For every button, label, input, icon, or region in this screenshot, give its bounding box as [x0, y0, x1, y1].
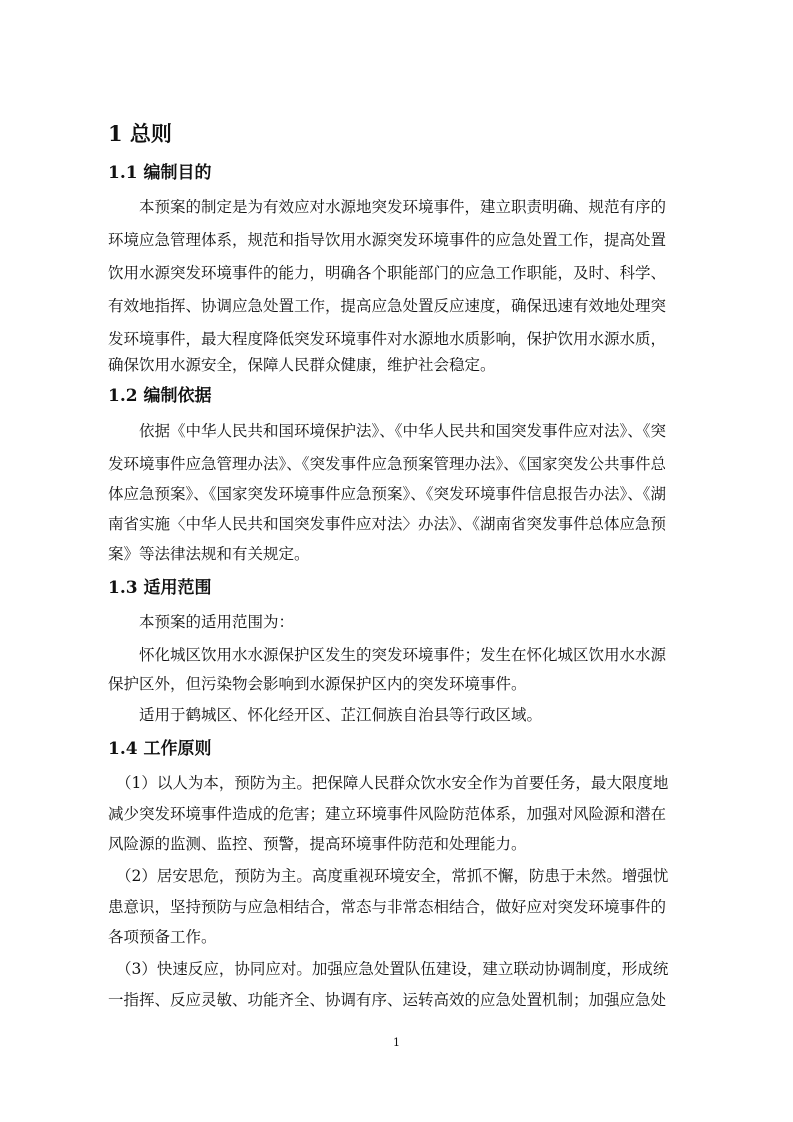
paragraph-line: 本预案的制定是为有效应对水源地突发环境事件，建立职责明确、规范有序的	[139, 198, 667, 216]
page-number: 1	[393, 1036, 400, 1049]
paragraph-line: （1）以人为本，预防为主。把保障人民群众饮水安全作为首要任务，最大限度地	[116, 774, 669, 792]
paragraph-line: （3）快速反应，协同应对。加强应急处置队伍建设，建立联动协调制度，形成统	[116, 960, 669, 978]
paragraph-line: 一指挥、反应灵敏、功能齐全、协调有序、运转高效的应急处置机制；加强应急处	[108, 991, 667, 1009]
paragraph-line: 确保饮用水源安全，保障人民群众健康，维护社会稳定。	[108, 356, 496, 374]
paragraph-line: 患意识，坚持预防与应急相结合，常态与非常态相结合，做好应对突发环境事件的	[108, 898, 667, 916]
paragraph-line: 发环境事件应急管理办法》、《突发事件应急预案管理办法》、《国家突发公共事件总	[108, 455, 667, 473]
section-heading-1-4: 1.4 工作原则	[108, 739, 212, 759]
paragraph-line: 饮用水源突发环境事件的能力，明确各个职能部门的应急工作职能，及时、科学、	[108, 264, 667, 282]
paragraph-line: 环境应急管理体系，规范和指导饮用水源突发环境事件的应急处置工作，提高处置	[108, 231, 667, 249]
paragraph-line: 怀化城区饮用水水源保护区发生的突发环境事件；发生在怀化城区饮用水水源	[139, 646, 667, 664]
paragraph-line: 发环境事件，最大程度降低突发环境事件对水源地水质影响，保护饮用水源水质，	[108, 330, 667, 348]
paragraph-line: 案》等法律法规和有关规定。	[108, 545, 310, 563]
paragraph-line: 减少突发环境事件造成的危害；建立环境事件风险防范体系，加强对风险源和潜在	[108, 805, 667, 823]
paragraph-line: 依据《中华人民共和国环境保护法》、《中华人民共和国突发事件应对法》、《突	[139, 422, 667, 440]
section-heading-1-3: 1.3 适用范围	[108, 578, 212, 598]
paragraph-line: 风险源的监测、监控、预警，提高环境事件防范和处理能力。	[108, 835, 527, 853]
paragraph-line: （2）居安思危，预防为主。高度重视环境安全，常抓不懈，防患于未然。增强忧	[116, 867, 669, 885]
section-heading-1-2: 1.2 编制依据	[108, 386, 212, 406]
paragraph-line: 适用于鹤城区、怀化经开区、芷江侗族自治县等行政区域。	[139, 706, 543, 724]
section-heading-1-1: 1.1 编制目的	[108, 163, 212, 183]
paragraph-line: 有效地指挥、协调应急处置工作，提高应急处置反应速度，确保迅速有效地处理突	[108, 297, 667, 315]
paragraph-line: 保护区外，但污染物会影响到水源保护区内的突发环境事件。	[108, 675, 527, 693]
paragraph-line: 各项预备工作。	[108, 928, 217, 946]
chapter-heading: 1 总则	[108, 121, 172, 146]
paragraph-line: 体应急预案》、《国家突发环境事件应急预案》、《突发环境事件信息报告办法》、《湖	[108, 485, 667, 503]
paragraph-line: 南省实施〈中华人民共和国突发事件应对法〉办法》、《湖南省突发事件总体应急预	[108, 515, 667, 533]
paragraph-line: 本预案的适用范围为：	[139, 613, 295, 631]
